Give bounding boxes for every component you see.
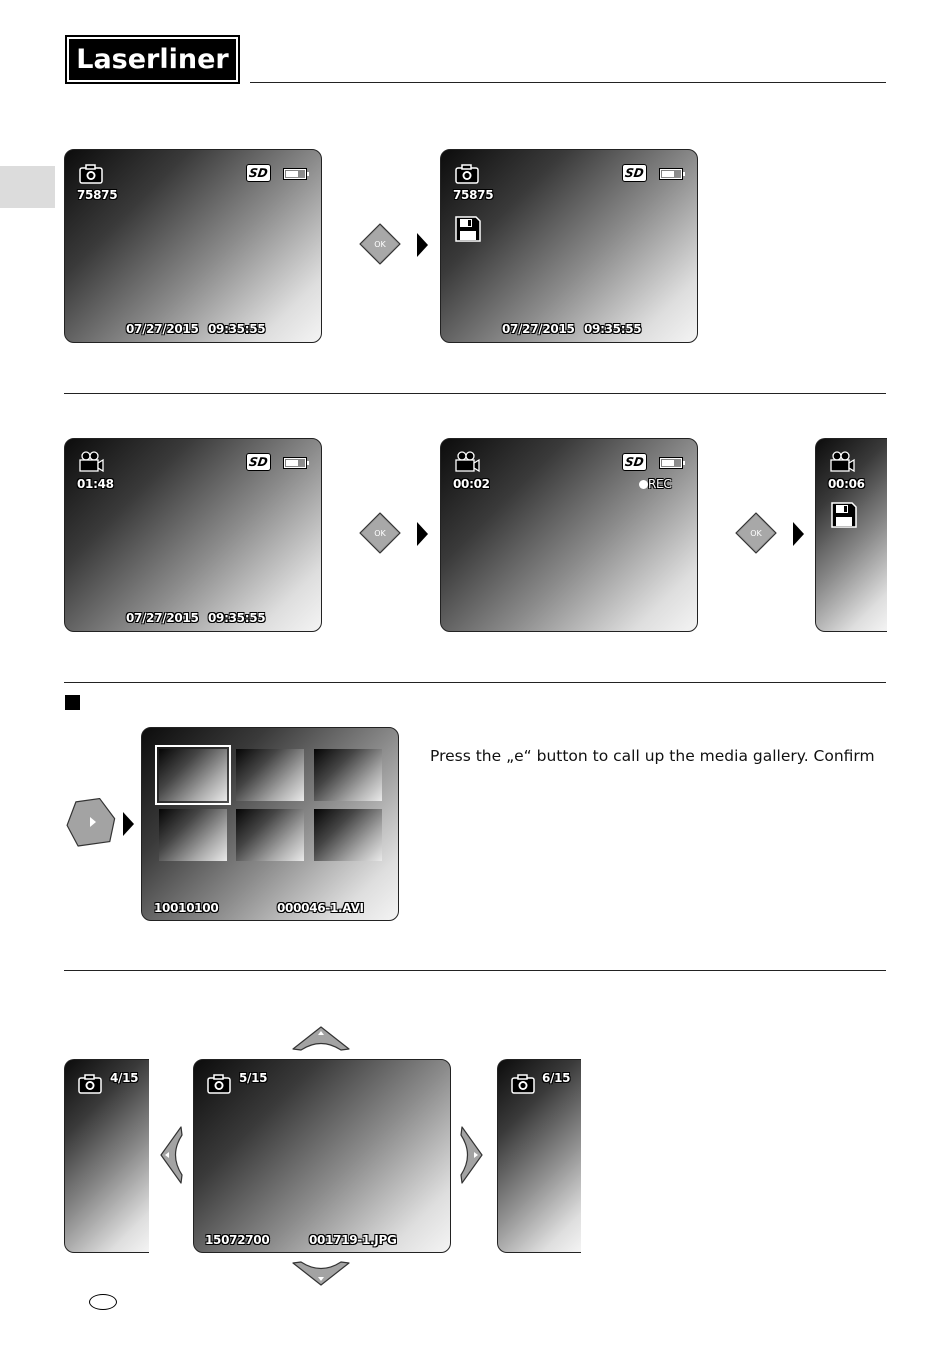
video-screen-standby bbox=[64, 438, 322, 632]
image-index: 4/15 bbox=[110, 1071, 139, 1085]
battery-icon bbox=[660, 169, 682, 179]
arrow-right-icon bbox=[417, 233, 428, 257]
rec-indicator bbox=[639, 477, 671, 491]
folder-name: 15072700 bbox=[205, 1233, 270, 1247]
time-readout: 09:35:55 bbox=[584, 322, 642, 336]
nav-down-icon[interactable] bbox=[291, 1261, 351, 1287]
photo-screen-saving bbox=[440, 149, 698, 343]
gallery-instruction: Press the „e“ button to call up the media gallery. Confirm bbox=[430, 747, 875, 765]
sd-card-badge: SD bbox=[246, 164, 271, 182]
shot-counter: 75875 bbox=[77, 188, 118, 202]
browse-screen-previous bbox=[64, 1059, 149, 1253]
gallery-button-icon[interactable] bbox=[65, 798, 117, 848]
camera-icon bbox=[78, 1074, 102, 1094]
recording-timer: 00:06 bbox=[828, 477, 865, 491]
section-rule bbox=[64, 393, 886, 394]
ok-button-icon[interactable] bbox=[359, 512, 401, 554]
battery-icon bbox=[660, 458, 682, 468]
ok-button-icon[interactable] bbox=[359, 223, 401, 265]
arrow-right-icon bbox=[123, 812, 134, 836]
gallery-thumbnail[interactable] bbox=[159, 749, 227, 801]
section-rule bbox=[64, 970, 886, 971]
video-camera-icon bbox=[829, 451, 855, 473]
floppy-disk-icon bbox=[455, 216, 481, 242]
gallery-thumbnail[interactable] bbox=[236, 809, 304, 861]
file-name: 001719-1.JPG bbox=[309, 1233, 397, 1247]
rec-dot-icon bbox=[639, 480, 648, 489]
header-rule bbox=[250, 82, 886, 83]
browse-screen-current bbox=[193, 1059, 451, 1253]
video-screen-saving bbox=[815, 438, 887, 632]
camera-icon bbox=[79, 164, 103, 184]
time-readout: 09:35:55 bbox=[208, 322, 266, 336]
date-readout: 07/27/2015 bbox=[502, 322, 575, 336]
video-camera-icon bbox=[454, 451, 480, 473]
shot-counter: 75875 bbox=[453, 188, 494, 202]
camera-icon bbox=[207, 1074, 231, 1094]
arrow-right-icon bbox=[417, 522, 428, 546]
country-badge bbox=[89, 1294, 117, 1310]
ok-label: OK bbox=[750, 529, 762, 538]
battery-icon bbox=[284, 458, 306, 468]
floppy-disk-icon bbox=[831, 502, 857, 528]
brand-logo: Laserliner bbox=[65, 35, 240, 84]
side-tab bbox=[0, 166, 55, 208]
image-index: 5/15 bbox=[239, 1071, 268, 1085]
sd-card-badge: SD bbox=[246, 453, 271, 471]
gallery-thumbnail[interactable] bbox=[159, 809, 227, 861]
photo-screen-live bbox=[64, 149, 322, 343]
record-time-remaining: 01:48 bbox=[77, 477, 114, 491]
camera-icon bbox=[511, 1074, 535, 1094]
section-bullet bbox=[65, 695, 80, 710]
gallery-thumbnail[interactable] bbox=[314, 749, 382, 801]
file-name: 000046-1.AVI bbox=[277, 901, 364, 915]
sd-card-badge: SD bbox=[622, 453, 647, 471]
ok-button-icon[interactable] bbox=[735, 512, 777, 554]
nav-left-icon[interactable] bbox=[157, 1125, 183, 1185]
battery-icon bbox=[284, 169, 306, 179]
video-camera-icon bbox=[78, 451, 104, 473]
gallery-thumbnail[interactable] bbox=[236, 749, 304, 801]
nav-up-icon[interactable] bbox=[291, 1025, 351, 1051]
video-screen-recording bbox=[440, 438, 698, 632]
ok-label: OK bbox=[374, 240, 386, 249]
date-readout: 07/27/2015 bbox=[126, 611, 199, 625]
rec-label: REC bbox=[648, 477, 672, 491]
folder-name: 10010100 bbox=[154, 901, 219, 915]
section-rule bbox=[64, 682, 886, 683]
time-readout: 09:35:55 bbox=[208, 611, 266, 625]
date-readout: 07/27/2015 bbox=[126, 322, 199, 336]
gallery-thumbnail[interactable] bbox=[314, 809, 382, 861]
ok-label: OK bbox=[374, 529, 386, 538]
browse-screen-next bbox=[497, 1059, 581, 1253]
camera-icon bbox=[455, 164, 479, 184]
nav-right-icon[interactable] bbox=[460, 1125, 486, 1185]
arrow-right-icon bbox=[793, 522, 804, 546]
media-gallery-screen bbox=[141, 727, 399, 921]
image-index: 6/15 bbox=[542, 1071, 571, 1085]
sd-card-badge: SD bbox=[622, 164, 647, 182]
recording-timer: 00:02 bbox=[453, 477, 490, 491]
